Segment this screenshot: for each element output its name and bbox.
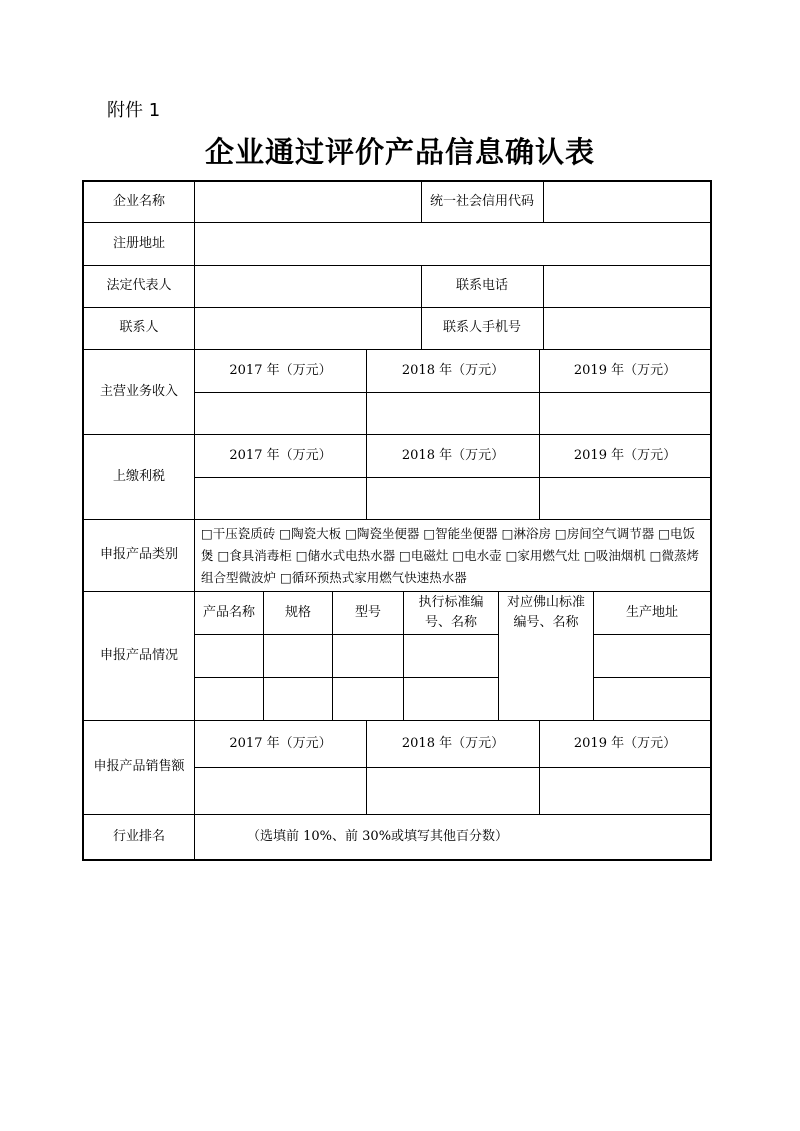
product-column-header: 型号 <box>354 605 381 620</box>
contact-field[interactable] <box>195 308 421 349</box>
product-spec-field[interactable] <box>264 635 332 677</box>
sales-2019-field[interactable] <box>540 768 710 814</box>
label-address: 注册地址 <box>112 235 165 251</box>
tax-year-header: 2017 年（万元） <box>229 448 332 463</box>
attachment-label: 附件 1 <box>107 100 161 121</box>
sales-year-header: 2019 年（万元） <box>573 736 677 751</box>
revenue-2018-field[interactable] <box>367 393 539 434</box>
ranking-field[interactable]: （选填前 10%、前 30%或填写其他百分数） <box>247 829 509 844</box>
label-contact-mobile: 联系人手机号 <box>442 320 521 335</box>
revenue-2017-field[interactable] <box>195 393 366 434</box>
product-column-header: 对应佛山标准编号、名称 <box>506 595 585 630</box>
label-product-info: 申报产品情况 <box>99 647 178 663</box>
product-name-field[interactable] <box>195 678 263 720</box>
tax-2019-field[interactable] <box>540 478 710 519</box>
credit-code-field[interactable] <box>544 182 710 222</box>
product-model-field[interactable] <box>333 635 403 677</box>
product-name-field[interactable] <box>195 635 263 677</box>
label-category: 申报产品类别 <box>99 547 178 562</box>
production-address-field[interactable] <box>594 678 710 720</box>
tax-year-header: 2019 年（万元） <box>573 448 677 463</box>
product-model-field[interactable] <box>333 678 403 720</box>
product-column-header: 执行标准编号、名称 <box>418 595 484 630</box>
product-standard-field[interactable] <box>404 678 498 720</box>
company-name-field[interactable] <box>195 182 421 222</box>
label-contact-phone: 联系电话 <box>455 278 508 293</box>
sales-2018-field[interactable] <box>367 768 539 814</box>
revenue-year-header: 2019 年（万元） <box>573 363 677 378</box>
tax-2018-field[interactable] <box>367 478 539 519</box>
product-standard-field[interactable] <box>404 635 498 677</box>
legal-rep-field[interactable] <box>195 266 421 307</box>
label-contact: 联系人 <box>119 320 159 335</box>
label-sales: 申报产品销售额 <box>93 759 185 774</box>
contact-phone-field[interactable] <box>544 266 710 307</box>
label-revenue: 主营业务收入 <box>99 383 178 399</box>
page-title: 企业通过评价产品信息确认表 <box>204 135 595 169</box>
revenue-year-header: 2018 年（万元） <box>401 363 505 378</box>
product-column-header: 规格 <box>284 605 311 620</box>
category-checkbox-list[interactable]: □干压瓷质砖 □陶瓷大板 □陶瓷坐便器 □智能坐便器 □淋浴房 □房间空气调节器 □电饭煲 □食具消毒柜 □储水式电热水器 □电磁灶 □电水壶 □家用燃气灶 □吸油烟机 □微蒸烤组合型微波炉 □循环预热式家用燃气快速热水器 <box>201 525 699 585</box>
label-ranking: 行业排名 <box>112 828 165 844</box>
revenue-year-header: 2017 年（万元） <box>229 363 332 378</box>
tax-2017-field[interactable] <box>195 478 366 519</box>
product-spec-field[interactable] <box>264 678 332 720</box>
label-tax: 上缴利税 <box>112 468 165 484</box>
sales-year-header: 2017 年（万元） <box>229 736 332 751</box>
sales-2017-field[interactable] <box>195 768 366 814</box>
label-credit-code: 统一社会信用代码 <box>429 194 534 209</box>
address-field[interactable] <box>195 223 710 265</box>
foshan-standard-field[interactable] <box>499 635 593 720</box>
product-column-header: 产品名称 <box>202 605 255 620</box>
label-legal-rep: 法定代表人 <box>106 278 172 293</box>
revenue-2019-field[interactable] <box>540 393 710 434</box>
label-company-name: 企业名称 <box>112 194 165 209</box>
product-column-header: 生产地址 <box>625 605 678 620</box>
production-address-field[interactable] <box>594 635 710 677</box>
confirmation-form-table <box>82 180 712 861</box>
sales-year-header: 2018 年（万元） <box>401 736 505 751</box>
contact-mobile-field[interactable] <box>544 308 710 349</box>
tax-year-header: 2018 年（万元） <box>401 448 505 463</box>
